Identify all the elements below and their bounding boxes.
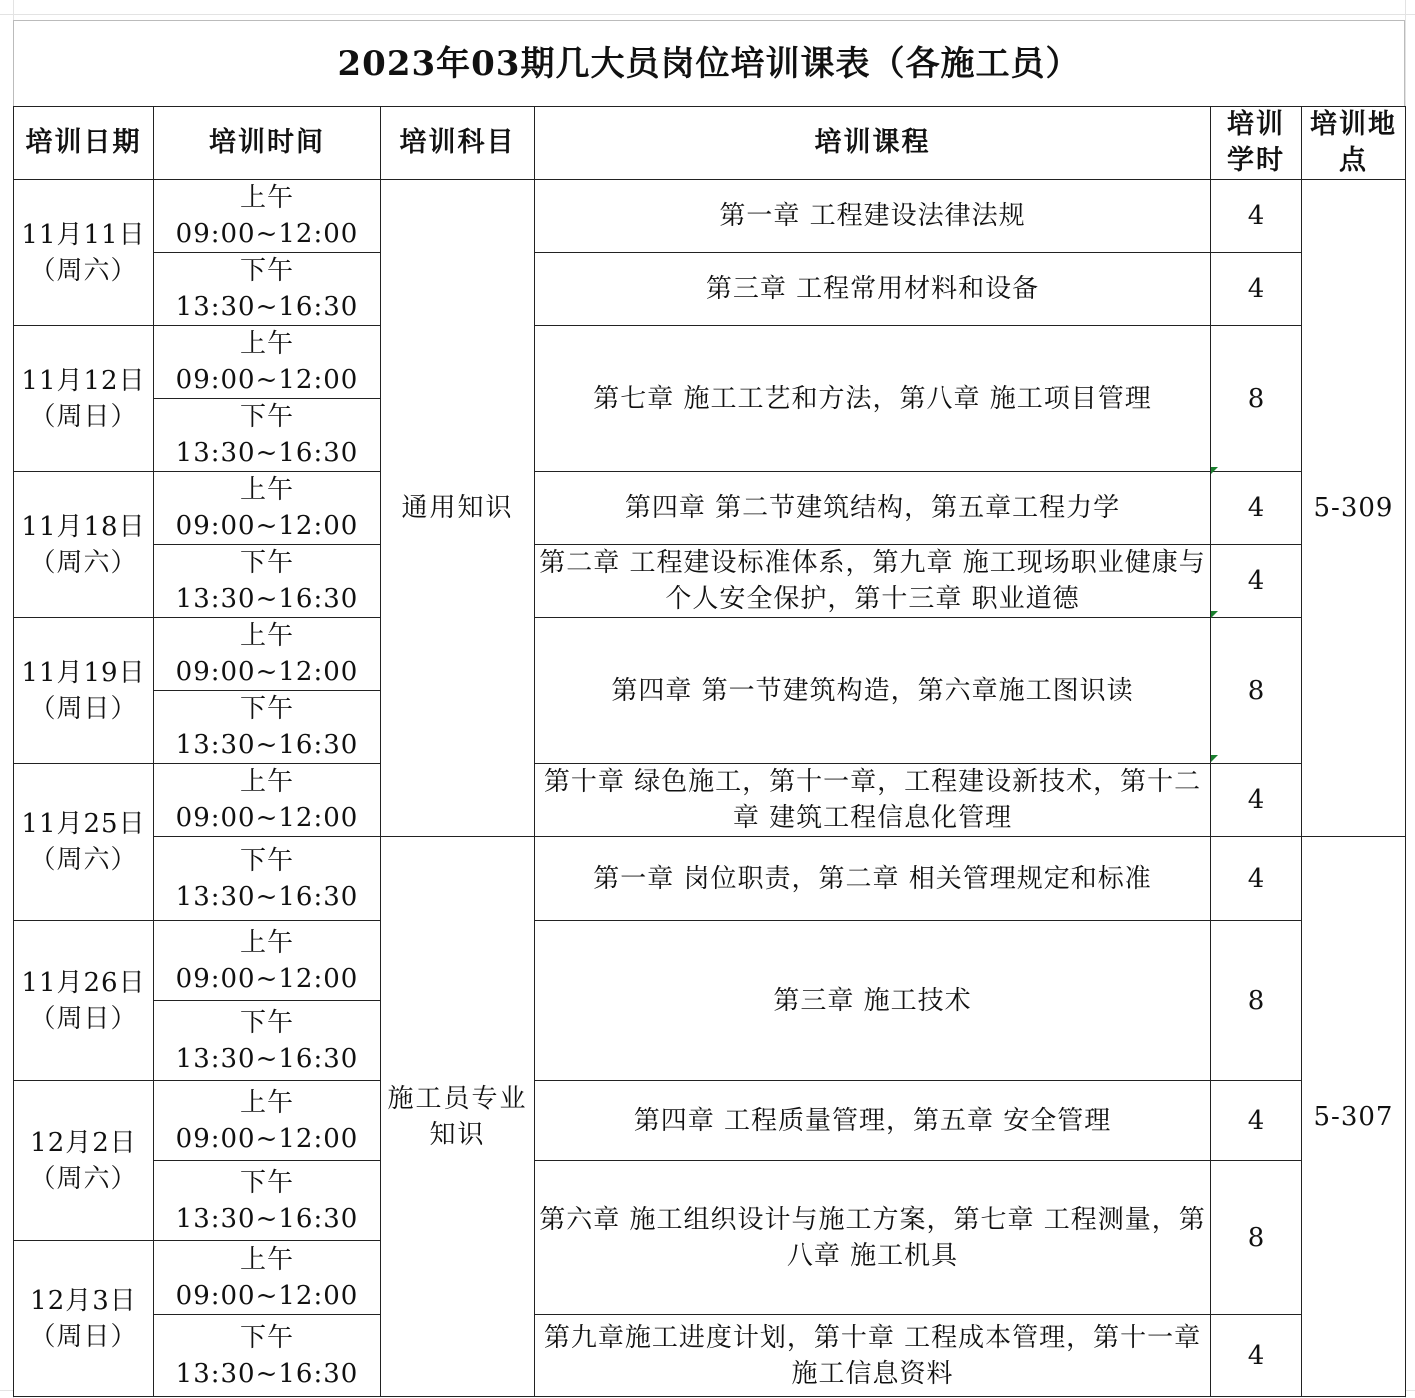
period-time: 13:30~16:30 xyxy=(175,881,359,912)
period-label: 下午 xyxy=(239,1322,294,1353)
course-cell: 第六章 施工组织设计与施工方案，第七章 工程测量，第八章 施工机具 xyxy=(535,1161,1211,1315)
course-cell: 第一章 工程建设法律法规 xyxy=(535,180,1211,253)
hours-cell: 4 xyxy=(1211,1081,1302,1161)
period-time: 09:00~12:00 xyxy=(175,1280,359,1311)
course-cell: 第十章 绿色施工，第十一章，工程建设新技术，第十二章 建筑工程信息化管理 xyxy=(535,764,1211,837)
time-cell-am xyxy=(154,180,381,253)
period-label: 上午 xyxy=(239,329,294,359)
weekday-text: （周六） xyxy=(29,1163,138,1194)
hours-cell: 4 xyxy=(1211,253,1302,326)
weekday-text: （周日） xyxy=(29,693,138,724)
time-cell-pm xyxy=(154,691,381,764)
date-cell xyxy=(14,921,154,1081)
time-cell-am xyxy=(154,921,381,1001)
location-general: 5-309 xyxy=(1302,180,1406,837)
period-time: 09:00~12:00 xyxy=(175,365,359,395)
hours-cell: 8 xyxy=(1211,921,1302,1081)
header-time: 培训时间 xyxy=(154,107,381,180)
time-cell-pm xyxy=(154,1161,381,1241)
date-cell xyxy=(14,1241,154,1397)
table-row xyxy=(14,326,1406,399)
cell-comment-marker xyxy=(1211,467,1218,474)
period-label: 上午 xyxy=(239,183,294,213)
course-cell: 第四章 工程质量管理，第五章 安全管理 xyxy=(535,1081,1211,1161)
time-cell-pm xyxy=(154,253,381,326)
period-time: 13:30~16:30 xyxy=(175,1043,359,1074)
period-label: 下午 xyxy=(239,1167,294,1198)
date-cell xyxy=(14,180,154,326)
time-cell-am xyxy=(154,618,381,691)
weekday-text: （周日） xyxy=(29,401,138,432)
period-label: 下午 xyxy=(239,402,294,432)
table-row xyxy=(14,1315,1406,1397)
time-cell-am xyxy=(154,1241,381,1315)
time-cell-am xyxy=(154,326,381,399)
course-cell: 第二章 工程建设标准体系，第九章 施工现场职业健康与个人安全保护，第十三章 职业道德 xyxy=(535,545,1211,618)
period-time: 13:30~16:30 xyxy=(175,730,359,760)
weekday-text: （周六） xyxy=(29,255,138,286)
period-label: 下午 xyxy=(239,694,294,724)
date-text: 11月18日 xyxy=(21,511,146,542)
header-location: 培训地点 xyxy=(1302,107,1406,180)
date-cell xyxy=(14,326,154,472)
period-label: 上午 xyxy=(239,1244,294,1275)
hours-cell: 4 xyxy=(1211,472,1302,545)
table-row xyxy=(14,180,1406,253)
weekday-text: （周日） xyxy=(29,1003,138,1034)
cell-comment-marker xyxy=(1211,755,1218,762)
course-cell: 第三章 施工技术 xyxy=(535,921,1211,1081)
table-row xyxy=(14,618,1406,691)
hours-cell: 4 xyxy=(1211,1315,1302,1397)
cell-comment-marker xyxy=(1211,611,1218,618)
period-label: 下午 xyxy=(239,548,294,578)
table-row xyxy=(14,1161,1406,1241)
table-row xyxy=(14,764,1406,837)
time-cell-am xyxy=(154,764,381,837)
header-subject: 培训科目 xyxy=(381,107,535,180)
date-text: 11月12日 xyxy=(21,365,146,396)
hours-cell: 4 xyxy=(1211,764,1302,837)
course-cell: 第四章 第二节建筑结构，第五章工程力学 xyxy=(535,472,1211,545)
period-label: 上午 xyxy=(239,1087,294,1118)
period-time: 13:30~16:30 xyxy=(175,292,359,322)
period-label: 下午 xyxy=(239,1007,294,1038)
weekday-text: （周日） xyxy=(29,1321,138,1352)
date-text: 12月3日 xyxy=(30,1285,137,1316)
period-time: 13:30~16:30 xyxy=(175,1358,359,1389)
table-row xyxy=(14,921,1406,1001)
period-time: 09:00~12:00 xyxy=(175,803,359,833)
sheet-gridline xyxy=(0,14,1415,15)
date-text: 11月11日 xyxy=(21,219,146,250)
period-time: 13:30~16:30 xyxy=(175,438,359,468)
weekday-text: （周六） xyxy=(29,845,138,875)
course-cell: 第一章 岗位职责，第二章 相关管理规定和标准 xyxy=(535,837,1211,921)
period-label: 下午 xyxy=(239,256,294,286)
header-course: 培训课程 xyxy=(535,107,1211,180)
date-cell xyxy=(14,764,154,921)
course-cell: 第四章 第一节建筑构造，第六章施工图识读 xyxy=(535,618,1211,764)
period-label: 上午 xyxy=(239,927,294,958)
course-cell: 第九章施工进度计划，第十章 工程成本管理，第十一章 施工信息资料 xyxy=(535,1315,1211,1397)
period-label: 上午 xyxy=(239,621,294,651)
period-label: 上午 xyxy=(239,475,294,505)
course-cell: 第七章 施工工艺和方法，第八章 施工项目管理 xyxy=(535,326,1211,472)
period-time: 09:00~12:00 xyxy=(175,219,359,249)
subject-professional: 施工员专业知识 xyxy=(381,837,535,1397)
table-row xyxy=(14,472,1406,545)
table-row xyxy=(14,1081,1406,1161)
table-row xyxy=(14,545,1406,618)
period-label: 下午 xyxy=(239,845,294,876)
hours-cell: 8 xyxy=(1211,1161,1302,1315)
course-cell: 第三章 工程常用材料和设备 xyxy=(535,253,1211,326)
time-cell-pm xyxy=(154,837,381,921)
period-label: 上午 xyxy=(239,767,294,797)
time-cell-pm xyxy=(154,1001,381,1081)
time-cell-am xyxy=(154,1081,381,1161)
header-date: 培训日期 xyxy=(14,107,154,180)
hours-cell: 4 xyxy=(1211,180,1302,253)
location-professional: 5-307 xyxy=(1302,837,1406,1397)
table-row xyxy=(14,837,1406,921)
page-title: 2023年03期几大员岗位培训课表（各施工员） xyxy=(337,44,1081,84)
header-row xyxy=(14,107,1406,180)
header-hours: 培训学时 xyxy=(1211,107,1302,180)
period-time: 13:30~16:30 xyxy=(175,584,359,614)
date-text: 11月26日 xyxy=(21,967,146,998)
table-row xyxy=(14,253,1406,326)
period-time: 09:00~12:00 xyxy=(175,1123,359,1154)
hours-cell: 4 xyxy=(1211,837,1302,921)
date-cell xyxy=(14,618,154,764)
time-cell-pm xyxy=(154,545,381,618)
hours-cell: 8 xyxy=(1211,618,1302,764)
hours-cell: 8 xyxy=(1211,326,1302,472)
time-cell-pm xyxy=(154,1315,381,1397)
date-cell xyxy=(14,1081,154,1241)
date-text: 11月19日 xyxy=(21,657,146,688)
date-cell xyxy=(14,472,154,618)
subject-general: 通用知识 xyxy=(381,180,535,837)
period-time: 09:00~12:00 xyxy=(175,511,359,541)
period-time: 09:00~12:00 xyxy=(175,963,359,994)
period-time: 09:00~12:00 xyxy=(175,657,359,687)
date-text: 12月2日 xyxy=(30,1127,137,1158)
time-cell-pm xyxy=(154,399,381,472)
hours-cell: 4 xyxy=(1211,545,1302,618)
weekday-text: （周六） xyxy=(29,547,138,578)
date-text: 11月25日 xyxy=(21,809,146,839)
training-schedule-table xyxy=(13,106,1406,1397)
period-time: 13:30~16:30 xyxy=(175,1203,359,1234)
time-cell-am xyxy=(154,472,381,545)
